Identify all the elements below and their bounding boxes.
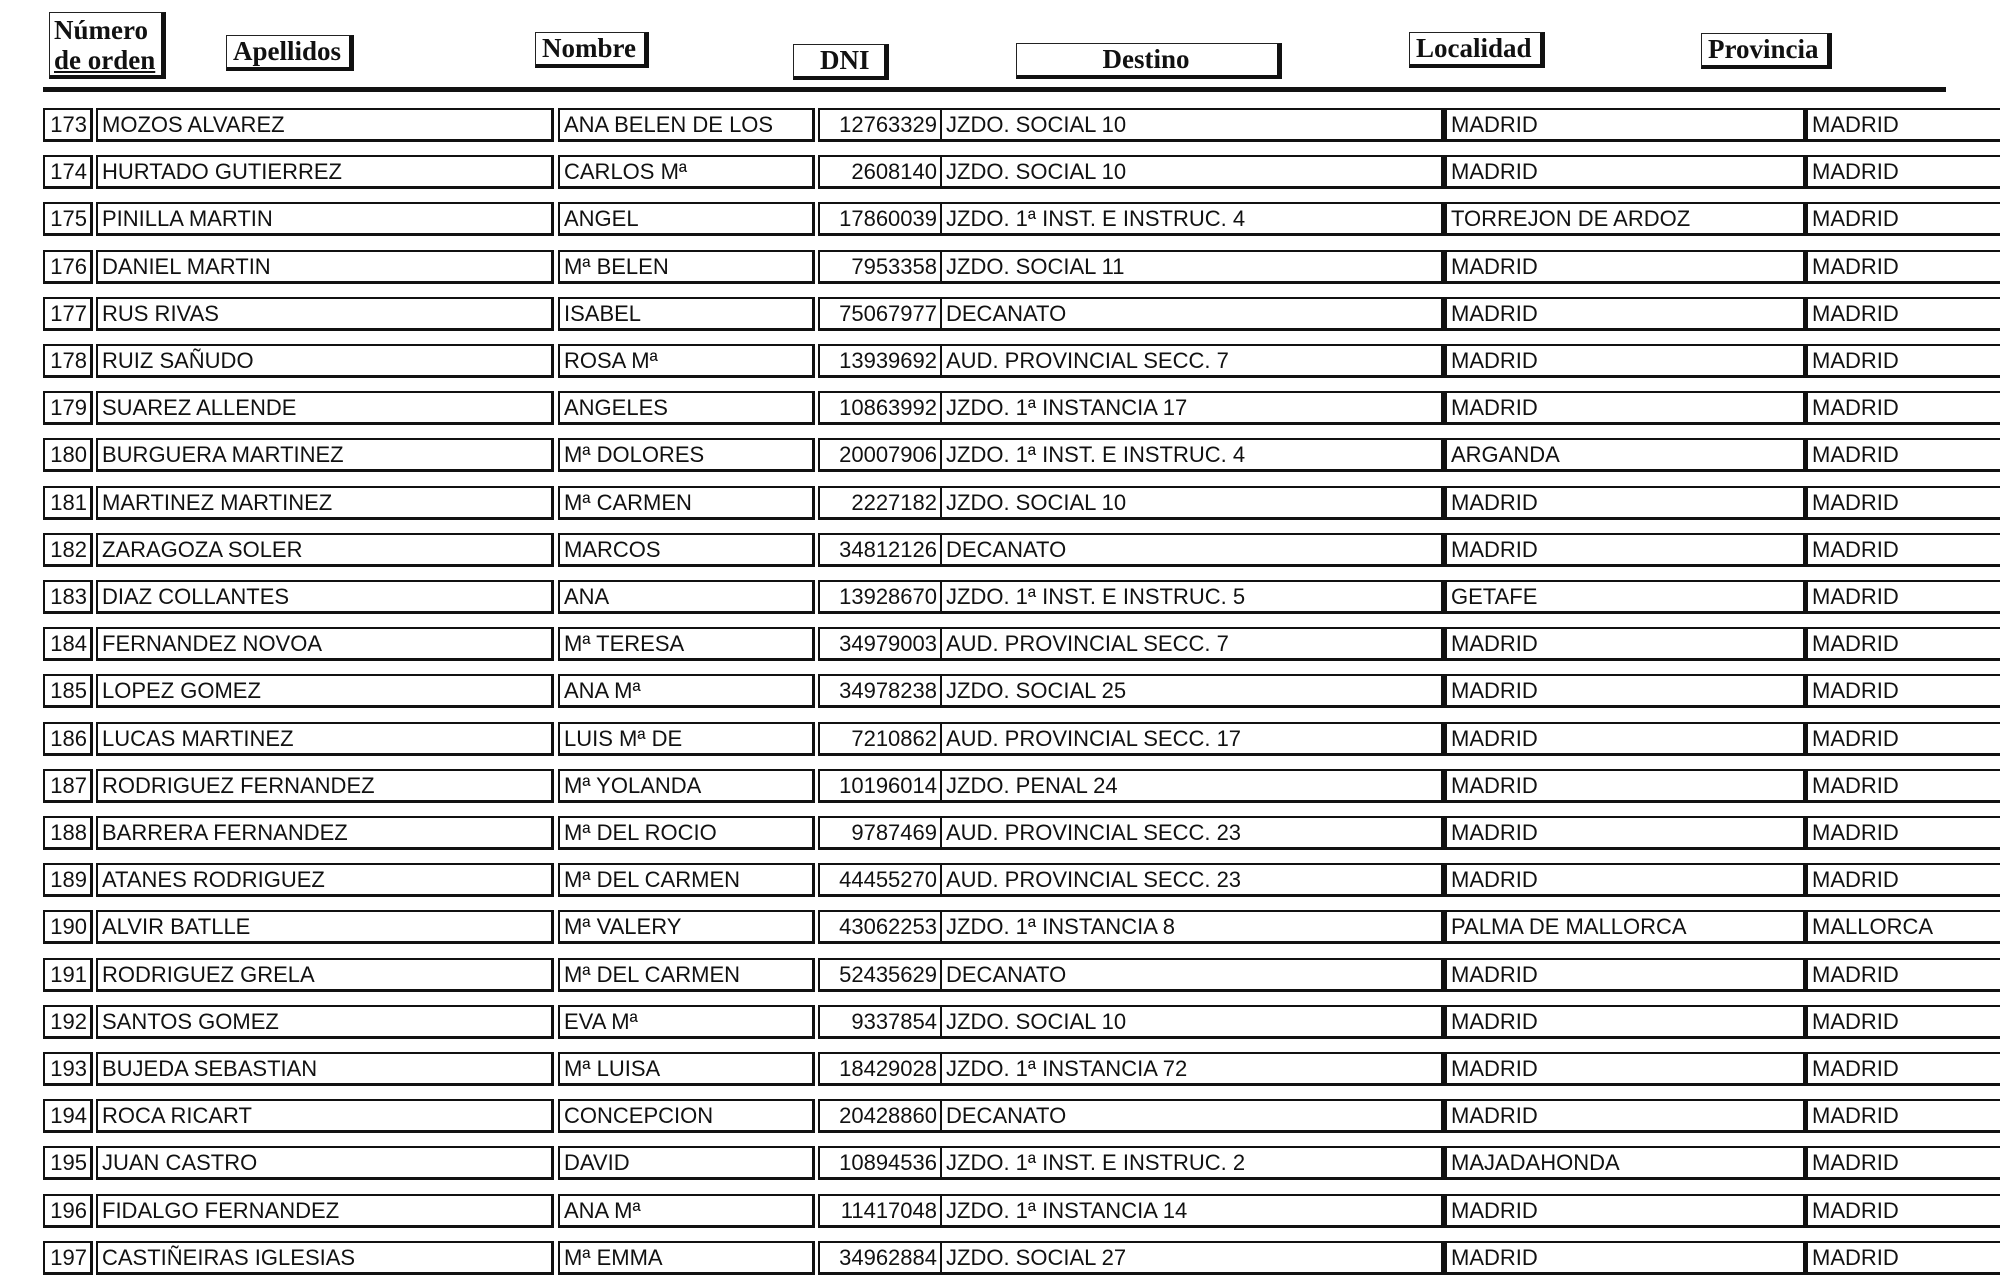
provincia-cell: MADRID xyxy=(1806,533,2000,567)
dni-cell: 2227182 xyxy=(818,486,941,520)
apellidos-cell: SUAREZ ALLENDE xyxy=(96,391,554,425)
header-nombre: Nombre xyxy=(535,32,649,68)
provincia-cell: MADRID xyxy=(1806,722,2000,756)
row-number: 195 xyxy=(43,1146,93,1180)
apellidos-cell: ROCA RICART xyxy=(96,1099,554,1133)
row-number: 178 xyxy=(43,344,93,378)
localidad-cell: MADRID xyxy=(1444,722,1806,756)
row-number: 176 xyxy=(43,250,93,284)
nombre-cell: Mª DOLORES xyxy=(558,438,815,472)
localidad-cell: GETAFE xyxy=(1444,580,1806,614)
dni-cell: 34979003 xyxy=(818,627,941,661)
provincia-cell: MADRID xyxy=(1806,1241,2000,1275)
provincia-cell: MADRID xyxy=(1806,1194,2000,1228)
destino-cell: JZDO. 1ª INST. E INSTRUC. 2 xyxy=(941,1146,1444,1180)
row-number: 193 xyxy=(43,1052,93,1086)
destino-cell: JZDO. 1ª INSTANCIA 72 xyxy=(941,1052,1444,1086)
nombre-cell: Mª LUISA xyxy=(558,1052,815,1086)
provincia-cell: MADRID xyxy=(1806,580,2000,614)
table-row xyxy=(43,486,1961,520)
provincia-cell: MADRID xyxy=(1806,1052,2000,1086)
row-number: 196 xyxy=(43,1194,93,1228)
destino-cell: JZDO. SOCIAL 27 xyxy=(941,1241,1444,1275)
localidad-cell: MADRID xyxy=(1444,344,1806,378)
table-row xyxy=(43,344,1961,378)
table-row xyxy=(43,533,1961,567)
apellidos-cell: MARTINEZ MARTINEZ xyxy=(96,486,554,520)
table-row xyxy=(43,202,1961,236)
localidad-cell: MADRID xyxy=(1444,1005,1806,1039)
dni-cell: 34812126 xyxy=(818,533,941,567)
table-row xyxy=(43,816,1961,850)
destino-cell: JZDO. SOCIAL 10 xyxy=(941,486,1444,520)
provincia-cell: MADRID xyxy=(1806,816,2000,850)
table-row xyxy=(43,580,1961,614)
apellidos-cell: JUAN CASTRO xyxy=(96,1146,554,1180)
destino-cell: AUD. PROVINCIAL SECC. 17 xyxy=(941,722,1444,756)
provincia-cell: MADRID xyxy=(1806,1146,2000,1180)
apellidos-cell: BARRERA FERNANDEZ xyxy=(96,816,554,850)
table-row xyxy=(43,1241,1961,1275)
destino-cell: AUD. PROVINCIAL SECC. 7 xyxy=(941,344,1444,378)
provincia-cell: MADRID xyxy=(1806,958,2000,992)
dni-cell: 9337854 xyxy=(818,1005,941,1039)
nombre-cell: Mª DEL CARMEN xyxy=(558,958,815,992)
provincia-cell: MADRID xyxy=(1806,769,2000,803)
localidad-cell: MADRID xyxy=(1444,816,1806,850)
header-numero-line1: Número xyxy=(54,15,148,45)
apellidos-cell: FERNANDEZ NOVOA xyxy=(96,627,554,661)
header-rule xyxy=(43,87,1946,92)
dni-cell: 34978238 xyxy=(818,674,941,708)
provincia-cell: MADRID xyxy=(1806,863,2000,897)
table-row xyxy=(43,250,1961,284)
row-number: 194 xyxy=(43,1099,93,1133)
localidad-cell: MADRID xyxy=(1444,1099,1806,1133)
nombre-cell: ROSA Mª xyxy=(558,344,815,378)
nombre-cell: Mª EMMA xyxy=(558,1241,815,1275)
dni-cell: 18429028 xyxy=(818,1052,941,1086)
row-number: 185 xyxy=(43,674,93,708)
apellidos-cell: ZARAGOZA SOLER xyxy=(96,533,554,567)
table-row xyxy=(43,1146,1961,1180)
apellidos-cell: BURGUERA MARTINEZ xyxy=(96,438,554,472)
nombre-cell: CARLOS Mª xyxy=(558,155,815,189)
provincia-cell: MADRID xyxy=(1806,250,2000,284)
nombre-cell: CONCEPCION xyxy=(558,1099,815,1133)
apellidos-cell: LUCAS MARTINEZ xyxy=(96,722,554,756)
nombre-cell: MARCOS xyxy=(558,533,815,567)
apellidos-cell: RUIZ SAÑUDO xyxy=(96,344,554,378)
row-number: 184 xyxy=(43,627,93,661)
apellidos-cell: DIAZ COLLANTES xyxy=(96,580,554,614)
nombre-cell: ANA xyxy=(558,580,815,614)
localidad-cell: ARGANDA xyxy=(1444,438,1806,472)
dni-cell: 44455270 xyxy=(818,863,941,897)
nombre-cell: Mª YOLANDA xyxy=(558,769,815,803)
provincia-cell: MADRID xyxy=(1806,674,2000,708)
apellidos-cell: FIDALGO FERNANDEZ xyxy=(96,1194,554,1228)
destino-cell: DECANATO xyxy=(941,958,1444,992)
destino-cell: AUD. PROVINCIAL SECC. 23 xyxy=(941,863,1444,897)
dni-cell: 10894536 xyxy=(818,1146,941,1180)
row-number: 174 xyxy=(43,155,93,189)
dni-cell: 2608140 xyxy=(818,155,941,189)
table-row xyxy=(43,910,1961,944)
nombre-cell: DAVID xyxy=(558,1146,815,1180)
localidad-cell: TORREJON DE ARDOZ xyxy=(1444,202,1806,236)
localidad-cell: MADRID xyxy=(1444,1241,1806,1275)
table-row xyxy=(43,438,1961,472)
row-number: 175 xyxy=(43,202,93,236)
row-number: 188 xyxy=(43,816,93,850)
localidad-cell: MADRID xyxy=(1444,627,1806,661)
apellidos-cell: BUJEDA SEBASTIAN xyxy=(96,1052,554,1086)
provincia-cell: MADRID xyxy=(1806,391,2000,425)
provincia-cell: MADRID xyxy=(1806,627,2000,661)
provincia-cell: MADRID xyxy=(1806,486,2000,520)
apellidos-cell: ALVIR BATLLE xyxy=(96,910,554,944)
nombre-cell: Mª DEL CARMEN xyxy=(558,863,815,897)
table-row xyxy=(43,155,1961,189)
provincia-cell: MADRID xyxy=(1806,202,2000,236)
table-row xyxy=(43,297,1961,331)
row-number: 186 xyxy=(43,722,93,756)
table-row xyxy=(43,958,1961,992)
header-dni: DNI xyxy=(793,44,889,80)
header-destino: Destino xyxy=(1016,43,1282,79)
nombre-cell: Mª VALERY xyxy=(558,910,815,944)
apellidos-cell: ATANES RODRIGUEZ xyxy=(96,863,554,897)
provincia-cell: MADRID xyxy=(1806,1099,2000,1133)
apellidos-cell: DANIEL MARTIN xyxy=(96,250,554,284)
dni-cell: 43062253 xyxy=(818,910,941,944)
destino-cell: JZDO. SOCIAL 10 xyxy=(941,108,1444,142)
destino-cell: JZDO. 1ª INSTANCIA 17 xyxy=(941,391,1444,425)
dni-cell: 7210862 xyxy=(818,722,941,756)
row-number: 183 xyxy=(43,580,93,614)
destino-cell: JZDO. SOCIAL 10 xyxy=(941,155,1444,189)
dni-cell: 20007906 xyxy=(818,438,941,472)
table-row xyxy=(43,1099,1961,1133)
header-localidad: Localidad xyxy=(1409,32,1545,68)
destino-cell: DECANATO xyxy=(941,533,1444,567)
row-number: 190 xyxy=(43,910,93,944)
localidad-cell: MADRID xyxy=(1444,958,1806,992)
dni-cell: 13939692 xyxy=(818,344,941,378)
destino-cell: JZDO. 1ª INST. E INSTRUC. 4 xyxy=(941,438,1444,472)
apellidos-cell: MOZOS ALVAREZ xyxy=(96,108,554,142)
localidad-cell: MADRID xyxy=(1444,674,1806,708)
row-number: 180 xyxy=(43,438,93,472)
dni-cell: 75067977 xyxy=(818,297,941,331)
row-number: 197 xyxy=(43,1241,93,1275)
table-row xyxy=(43,108,1961,142)
dni-cell: 17860039 xyxy=(818,202,941,236)
apellidos-cell: LOPEZ GOMEZ xyxy=(96,674,554,708)
nombre-cell: EVA Mª xyxy=(558,1005,815,1039)
provincia-cell: MADRID xyxy=(1806,344,2000,378)
nombre-cell: LUIS Mª DE xyxy=(558,722,815,756)
table-row xyxy=(43,1052,1961,1086)
row-number: 181 xyxy=(43,486,93,520)
row-number: 187 xyxy=(43,769,93,803)
table-row xyxy=(43,769,1961,803)
row-number: 179 xyxy=(43,391,93,425)
table-row xyxy=(43,722,1961,756)
nombre-cell: ISABEL xyxy=(558,297,815,331)
apellidos-cell: RUS RIVAS xyxy=(96,297,554,331)
header-provincia: Provincia xyxy=(1701,33,1832,69)
row-number: 189 xyxy=(43,863,93,897)
dni-cell: 7953358 xyxy=(818,250,941,284)
table-row xyxy=(43,391,1961,425)
nombre-cell: ANA Mª xyxy=(558,1194,815,1228)
dni-cell: 9787469 xyxy=(818,816,941,850)
localidad-cell: MADRID xyxy=(1444,1194,1806,1228)
provincia-cell: MADRID xyxy=(1806,155,2000,189)
apellidos-cell: RODRIGUEZ GRELA xyxy=(96,958,554,992)
header-numero-de-orden xyxy=(49,12,166,79)
table-row xyxy=(43,1005,1961,1039)
localidad-cell: MADRID xyxy=(1444,391,1806,425)
nombre-cell: ANGEL xyxy=(558,202,815,236)
destino-cell: JZDO. SOCIAL 10 xyxy=(941,1005,1444,1039)
dni-cell: 34962884 xyxy=(818,1241,941,1275)
destino-cell: DECANATO xyxy=(941,297,1444,331)
dni-cell: 20428860 xyxy=(818,1099,941,1133)
dni-cell: 12763329 xyxy=(818,108,941,142)
localidad-cell: MADRID xyxy=(1444,1052,1806,1086)
destino-cell: DECANATO xyxy=(941,1099,1444,1133)
destino-cell: JZDO. PENAL 24 xyxy=(941,769,1444,803)
provincia-cell: MADRID xyxy=(1806,438,2000,472)
row-number: 182 xyxy=(43,533,93,567)
nombre-cell: Mª CARMEN xyxy=(558,486,815,520)
apellidos-cell: RODRIGUEZ FERNANDEZ xyxy=(96,769,554,803)
header-numero-line2: de orden xyxy=(54,45,156,75)
dni-cell: 10196014 xyxy=(818,769,941,803)
localidad-cell: MADRID xyxy=(1444,297,1806,331)
destino-cell: JZDO. SOCIAL 25 xyxy=(941,674,1444,708)
localidad-cell: MADRID xyxy=(1444,250,1806,284)
row-number: 191 xyxy=(43,958,93,992)
row-number: 177 xyxy=(43,297,93,331)
nombre-cell: Mª BELEN xyxy=(558,250,815,284)
destino-cell: JZDO. SOCIAL 11 xyxy=(941,250,1444,284)
localidad-cell: PALMA DE MALLORCA xyxy=(1444,910,1806,944)
destino-cell: AUD. PROVINCIAL SECC. 7 xyxy=(941,627,1444,661)
localidad-cell: MADRID xyxy=(1444,155,1806,189)
table-row xyxy=(43,863,1961,897)
nombre-cell: ANA BELEN DE LOS xyxy=(558,108,815,142)
provincia-cell: MADRID xyxy=(1806,108,2000,142)
destino-cell: JZDO. 1ª INSTANCIA 14 xyxy=(941,1194,1444,1228)
dni-cell: 13928670 xyxy=(818,580,941,614)
localidad-cell: MADRID xyxy=(1444,863,1806,897)
localidad-cell: MADRID xyxy=(1444,108,1806,142)
table-row xyxy=(43,674,1961,708)
row-number: 173 xyxy=(43,108,93,142)
destino-cell: AUD. PROVINCIAL SECC. 23 xyxy=(941,816,1444,850)
provincia-cell: MADRID xyxy=(1806,297,2000,331)
localidad-cell: MAJADAHONDA xyxy=(1444,1146,1806,1180)
nombre-cell: Mª DEL ROCIO xyxy=(558,816,815,850)
table-row xyxy=(43,1194,1961,1228)
table-row xyxy=(43,627,1961,661)
apellidos-cell: CASTIÑEIRAS IGLESIAS xyxy=(96,1241,554,1275)
dni-cell: 11417048 xyxy=(818,1194,941,1228)
apellidos-cell: PINILLA MARTIN xyxy=(96,202,554,236)
destino-cell: JZDO. 1ª INST. E INSTRUC. 4 xyxy=(941,202,1444,236)
localidad-cell: MADRID xyxy=(1444,769,1806,803)
dni-cell: 52435629 xyxy=(818,958,941,992)
provincia-cell: MALLORCA xyxy=(1806,910,2000,944)
destino-cell: JZDO. 1ª INST. E INSTRUC. 5 xyxy=(941,580,1444,614)
header-apellidos: Apellidos xyxy=(226,35,354,71)
destino-cell: JZDO. 1ª INSTANCIA 8 xyxy=(941,910,1444,944)
apellidos-cell: SANTOS GOMEZ xyxy=(96,1005,554,1039)
provincia-cell: MADRID xyxy=(1806,1005,2000,1039)
row-number: 192 xyxy=(43,1005,93,1039)
dni-cell: 10863992 xyxy=(818,391,941,425)
nombre-cell: ANGELES xyxy=(558,391,815,425)
apellidos-cell: HURTADO GUTIERREZ xyxy=(96,155,554,189)
nombre-cell: Mª TERESA xyxy=(558,627,815,661)
localidad-cell: MADRID xyxy=(1444,533,1806,567)
nombre-cell: ANA Mª xyxy=(558,674,815,708)
localidad-cell: MADRID xyxy=(1444,486,1806,520)
